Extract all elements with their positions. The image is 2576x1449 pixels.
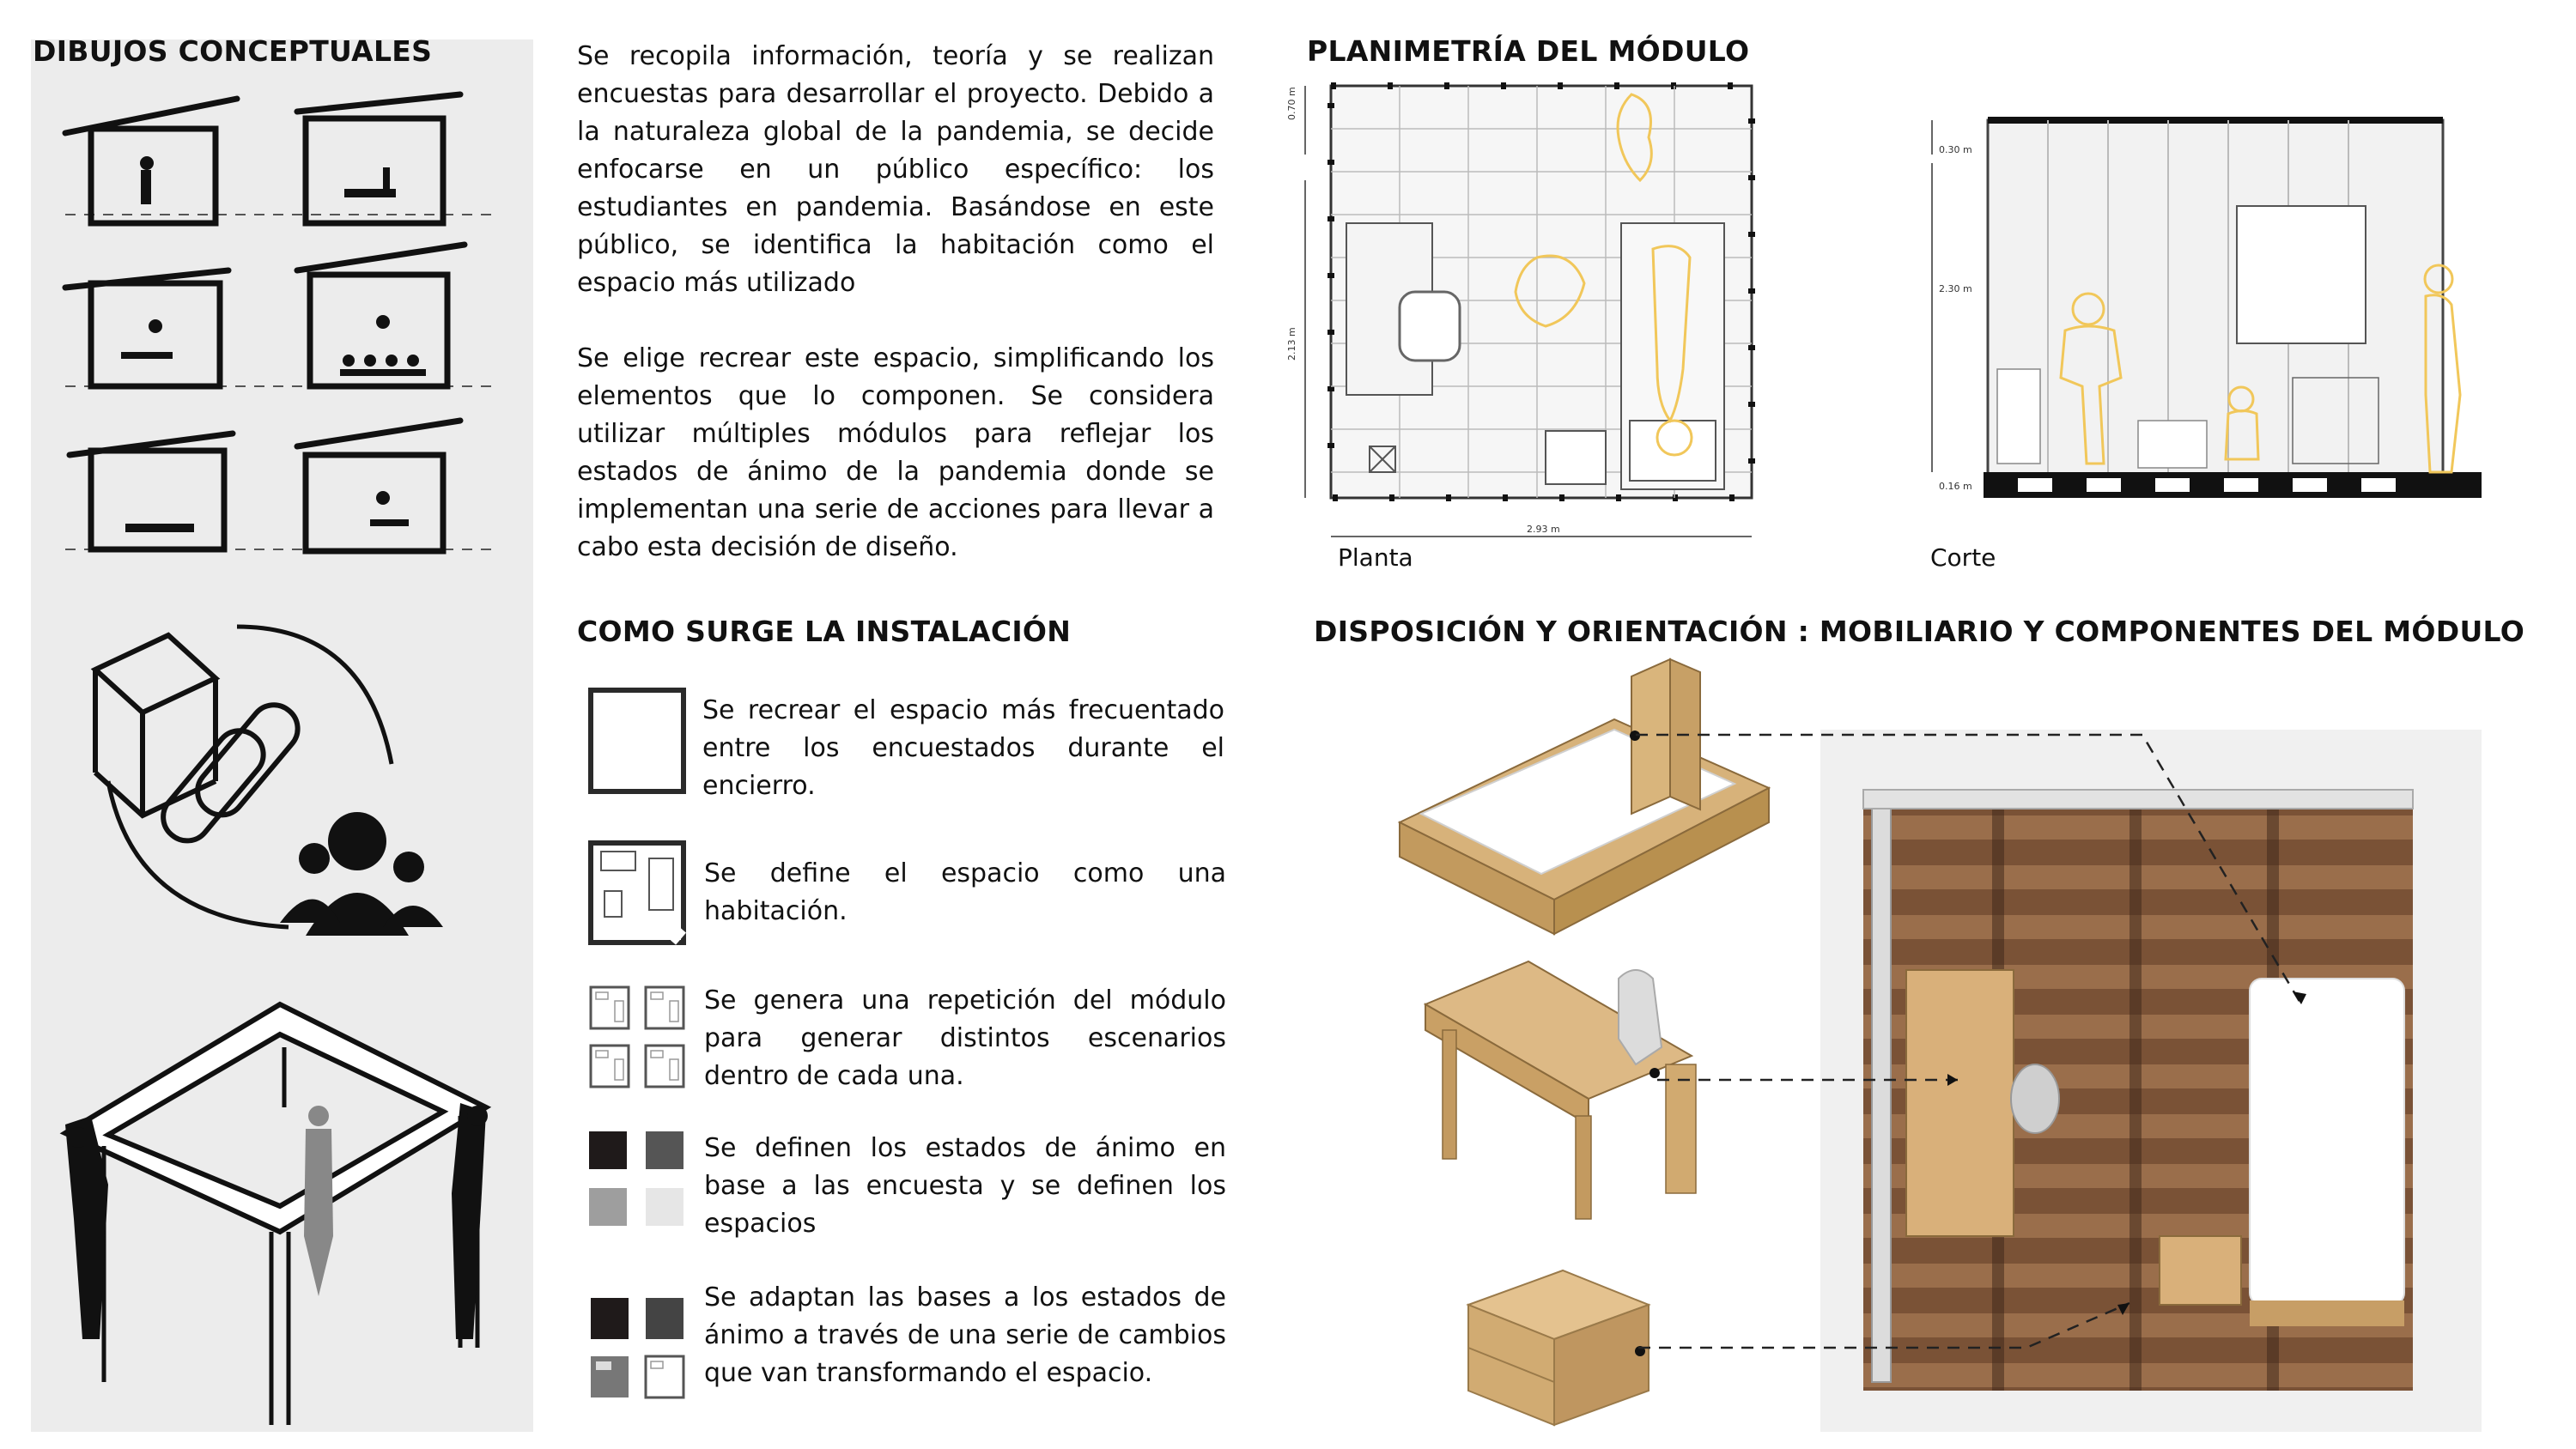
mood-swatch-light-gray (646, 1188, 683, 1226)
intro-paragraph-2: Se elige recrear este espacio, simplificando los elementos que lo componen. Se considera utilizar múltiples módulos para reflejar los estados de ánimo de la pandemia donde se implementan una serie de acciones para llevar a cabo esta decisión de diseño. (577, 343, 1214, 562)
plan-dim-bottom: 2.93 m (1527, 524, 1560, 535)
step-3-text: Se genera una repetición del módulo para generar distintos escenarios dentro de cada una. (704, 985, 1226, 1091)
room-plan-icon (587, 840, 687, 946)
step-4-text: Se definen los estados de ánimo en base a las encuesta y se definen los espacios (704, 1133, 1226, 1239)
plan-caption: Planta (1338, 543, 1413, 572)
section-dim-top: 0.30 m (1939, 144, 1972, 155)
mood-swatch-gray (589, 1188, 627, 1226)
plan-section-title: PLANIMETRÍA DEL MÓDULO (1307, 34, 1750, 68)
concept-sketches (31, 77, 533, 1432)
mood-swatch-black (589, 1131, 627, 1169)
mood-swatches (589, 1131, 685, 1228)
step-5-text: Se adaptan las bases a los estados de ánimo a través de una serie de cambios que van transformando el espacio. (704, 1282, 1226, 1388)
section-dim-bottom: 0.16 m (1939, 481, 1972, 492)
callout-leader-lines (1631, 721, 2404, 1356)
layout-section-title: DISPOSICIÓN Y ORIENTACIÓN : MOBILIARIO Y COMPONENTES DEL MÓDULO (1314, 615, 2525, 648)
plan-dim-top: 0.70 m (1286, 87, 1297, 120)
section-dim-middle: 2.30 m (1939, 283, 1972, 294)
intro-paragraph-1: Se recopila información, teoría y se realizan encuestas para desarrollar el proyecto. Debido a la naturaleza global de la pandemia, se decide enfocarse en un público específico: los estudiantes en pandemia. Basándose en este público, se identifica la habitación como el espacio más utilizado (577, 41, 1214, 298)
section-caption: Corte (1930, 543, 1996, 572)
step-1-text: Se recrear el espacio más frecuentado entre los encuestados durante el encierro. (702, 695, 1224, 801)
module-repetition-icon (587, 984, 687, 1090)
empty-square-icon (587, 687, 687, 795)
floor-plan-drawing (1288, 77, 1769, 558)
plan-dim-side: 2.13 m (1286, 327, 1297, 361)
section-drawing (1889, 103, 2490, 515)
adapted-bases-icon (587, 1294, 687, 1401)
intro-text (577, 38, 1214, 604)
mood-swatch-dark-gray (646, 1131, 683, 1169)
step-2-text: Se define el espacio como una habitación. (704, 858, 1226, 926)
concept-drawings-title: DIBUJOS CONCEPTUALES (33, 34, 433, 68)
installation-title: COMO SURGE LA INSTALACIÓN (577, 615, 1072, 648)
